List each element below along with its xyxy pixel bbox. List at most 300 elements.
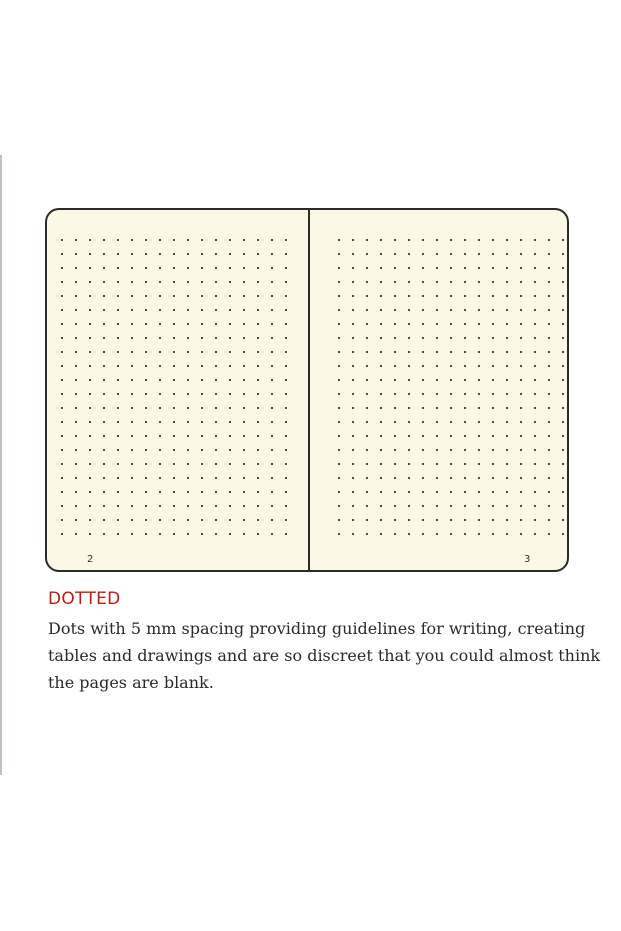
grid-dot xyxy=(187,491,189,493)
grid-dot xyxy=(394,449,396,451)
grid-dot xyxy=(285,449,287,451)
grid-dot xyxy=(506,323,508,325)
grid-dot xyxy=(352,253,354,255)
right-dot-grid xyxy=(310,210,567,570)
grid-dot xyxy=(271,309,273,311)
grid-dot xyxy=(187,421,189,423)
grid-dot xyxy=(394,491,396,493)
grid-dot xyxy=(492,365,494,367)
grid-dot xyxy=(562,337,564,339)
grid-dot xyxy=(243,393,245,395)
grid-dot xyxy=(131,421,133,423)
grid-dot xyxy=(271,337,273,339)
grid-dot xyxy=(520,309,522,311)
grid-dot xyxy=(380,351,382,353)
grid-dot xyxy=(548,239,550,241)
left-page xyxy=(47,210,308,570)
grid-dot xyxy=(506,253,508,255)
grid-dot xyxy=(436,505,438,507)
caption-description: Dots with 5 mm spacing providing guidelines for writing, creating tables and drawings and are so discreet that you could almost think the pages are blank. xyxy=(48,619,601,692)
grid-dot xyxy=(492,267,494,269)
grid-dot xyxy=(534,253,536,255)
grid-dot xyxy=(422,435,424,437)
grid-dot xyxy=(285,477,287,479)
grid-dot xyxy=(352,505,354,507)
grid-dot xyxy=(408,253,410,255)
grid-dot xyxy=(548,505,550,507)
grid-dot xyxy=(464,295,466,297)
grid-dot xyxy=(201,449,203,451)
grid-dot xyxy=(408,351,410,353)
grid-dot xyxy=(243,379,245,381)
grid-dot xyxy=(75,463,77,465)
grid-dot xyxy=(285,253,287,255)
grid-dot xyxy=(201,337,203,339)
grid-dot xyxy=(61,267,63,269)
grid-dot xyxy=(436,267,438,269)
grid-dot xyxy=(61,519,63,521)
grid-dot xyxy=(380,533,382,535)
grid-dot xyxy=(271,463,273,465)
grid-dot xyxy=(506,477,508,479)
grid-dot xyxy=(117,393,119,395)
grid-dot xyxy=(366,281,368,283)
grid-dot xyxy=(61,533,63,535)
grid-dot xyxy=(271,449,273,451)
grid-dot xyxy=(229,407,231,409)
grid-dot xyxy=(75,435,77,437)
grid-dot xyxy=(229,435,231,437)
grid-dot xyxy=(271,239,273,241)
grid-dot xyxy=(338,533,340,535)
grid-dot xyxy=(422,505,424,507)
grid-dot xyxy=(257,323,259,325)
grid-dot xyxy=(103,533,105,535)
grid-dot xyxy=(436,491,438,493)
grid-dot xyxy=(380,365,382,367)
grid-dot xyxy=(229,337,231,339)
grid-dot xyxy=(450,519,452,521)
grid-dot xyxy=(464,337,466,339)
grid-dot xyxy=(366,351,368,353)
grid-dot xyxy=(201,463,203,465)
grid-dot xyxy=(89,533,91,535)
grid-dot xyxy=(506,421,508,423)
grid-dot xyxy=(492,421,494,423)
grid-dot xyxy=(173,267,175,269)
grid-dot xyxy=(436,351,438,353)
grid-dot xyxy=(131,295,133,297)
grid-dot xyxy=(173,505,175,507)
grid-dot xyxy=(534,281,536,283)
grid-dot xyxy=(562,281,564,283)
grid-dot xyxy=(187,463,189,465)
grid-dot xyxy=(548,519,550,521)
grid-dot xyxy=(450,477,452,479)
grid-dot xyxy=(117,239,119,241)
grid-dot xyxy=(408,281,410,283)
grid-dot xyxy=(394,435,396,437)
grid-dot xyxy=(436,295,438,297)
grid-dot xyxy=(408,323,410,325)
grid-dot xyxy=(131,533,133,535)
grid-dot xyxy=(408,421,410,423)
grid-dot xyxy=(61,449,63,451)
grid-dot xyxy=(422,267,424,269)
grid-dot xyxy=(173,281,175,283)
grid-dot xyxy=(562,239,564,241)
grid-dot xyxy=(173,491,175,493)
grid-dot xyxy=(562,477,564,479)
grid-dot xyxy=(215,267,217,269)
grid-dot xyxy=(422,337,424,339)
grid-dot xyxy=(408,435,410,437)
grid-dot xyxy=(506,365,508,367)
grid-dot xyxy=(215,463,217,465)
grid-dot xyxy=(215,365,217,367)
grid-dot xyxy=(548,309,550,311)
grid-dot xyxy=(117,281,119,283)
grid-dot xyxy=(243,253,245,255)
grid-dot xyxy=(506,267,508,269)
grid-dot xyxy=(338,449,340,451)
grid-dot xyxy=(285,463,287,465)
grid-dot xyxy=(548,421,550,423)
grid-dot xyxy=(492,253,494,255)
grid-dot xyxy=(257,337,259,339)
grid-dot xyxy=(534,505,536,507)
grid-dot xyxy=(394,337,396,339)
grid-dot xyxy=(338,309,340,311)
grid-dot xyxy=(61,295,63,297)
grid-dot xyxy=(145,449,147,451)
grid-dot xyxy=(145,239,147,241)
grid-dot xyxy=(436,393,438,395)
grid-dot xyxy=(352,533,354,535)
grid-dot xyxy=(173,533,175,535)
grid-dot xyxy=(450,407,452,409)
grid-dot xyxy=(173,379,175,381)
grid-dot xyxy=(285,505,287,507)
grid-dot xyxy=(562,491,564,493)
grid-dot xyxy=(352,519,354,521)
grid-dot xyxy=(187,365,189,367)
grid-dot xyxy=(366,491,368,493)
grid-dot xyxy=(117,491,119,493)
grid-dot xyxy=(422,463,424,465)
grid-dot xyxy=(506,449,508,451)
grid-dot xyxy=(478,351,480,353)
grid-dot xyxy=(380,323,382,325)
grid-dot xyxy=(103,281,105,283)
grid-dot xyxy=(117,533,119,535)
grid-dot xyxy=(173,253,175,255)
grid-dot xyxy=(366,449,368,451)
grid-dot xyxy=(352,449,354,451)
grid-dot xyxy=(257,267,259,269)
grid-dot xyxy=(548,449,550,451)
grid-dot xyxy=(145,519,147,521)
grid-dot xyxy=(75,337,77,339)
grid-dot xyxy=(534,295,536,297)
grid-dot xyxy=(436,281,438,283)
grid-dot xyxy=(257,407,259,409)
grid-dot xyxy=(562,351,564,353)
grid-dot xyxy=(436,365,438,367)
grid-dot xyxy=(380,505,382,507)
grid-dot xyxy=(285,365,287,367)
grid-dot xyxy=(89,253,91,255)
grid-dot xyxy=(366,239,368,241)
grid-dot xyxy=(285,309,287,311)
grid-dot xyxy=(506,435,508,437)
grid-dot xyxy=(187,477,189,479)
grid-dot xyxy=(352,463,354,465)
grid-dot xyxy=(173,519,175,521)
grid-dot xyxy=(75,281,77,283)
grid-dot xyxy=(450,323,452,325)
grid-dot xyxy=(173,295,175,297)
grid-dot xyxy=(257,351,259,353)
grid-dot xyxy=(464,379,466,381)
grid-dot xyxy=(478,295,480,297)
grid-dot xyxy=(366,407,368,409)
grid-dot xyxy=(187,309,189,311)
grid-dot xyxy=(187,505,189,507)
grid-dot xyxy=(159,449,161,451)
grid-dot xyxy=(229,379,231,381)
grid-dot xyxy=(201,253,203,255)
grid-dot xyxy=(229,239,231,241)
grid-dot xyxy=(159,253,161,255)
grid-dot xyxy=(201,281,203,283)
grid-dot xyxy=(243,421,245,423)
grid-dot xyxy=(548,407,550,409)
grid-dot xyxy=(366,253,368,255)
right-page xyxy=(310,210,567,570)
grid-dot xyxy=(366,505,368,507)
grid-dot xyxy=(352,337,354,339)
grid-dot xyxy=(229,505,231,507)
grid-dot xyxy=(285,379,287,381)
grid-dot xyxy=(338,407,340,409)
grid-dot xyxy=(215,309,217,311)
grid-dot xyxy=(131,365,133,367)
grid-dot xyxy=(285,519,287,521)
grid-dot xyxy=(103,379,105,381)
grid-dot xyxy=(520,267,522,269)
grid-dot xyxy=(506,505,508,507)
grid-dot xyxy=(422,519,424,521)
grid-dot xyxy=(450,435,452,437)
grid-dot xyxy=(131,519,133,521)
grid-dot xyxy=(117,295,119,297)
grid-dot xyxy=(173,239,175,241)
grid-dot xyxy=(562,407,564,409)
grid-dot xyxy=(366,435,368,437)
grid-dot xyxy=(201,421,203,423)
grid-dot xyxy=(562,463,564,465)
grid-dot xyxy=(201,379,203,381)
grid-dot xyxy=(285,267,287,269)
grid-dot xyxy=(187,407,189,409)
grid-dot xyxy=(187,435,189,437)
grid-dot xyxy=(380,519,382,521)
grid-dot xyxy=(159,491,161,493)
grid-dot xyxy=(201,365,203,367)
grid-dot xyxy=(450,253,452,255)
grid-dot xyxy=(159,519,161,521)
grid-dot xyxy=(131,449,133,451)
grid-dot xyxy=(394,281,396,283)
grid-dot xyxy=(285,281,287,283)
grid-dot xyxy=(492,239,494,241)
grid-dot xyxy=(75,379,77,381)
grid-dot xyxy=(201,505,203,507)
grid-dot xyxy=(75,323,77,325)
grid-dot xyxy=(338,337,340,339)
grid-dot xyxy=(173,435,175,437)
grid-dot xyxy=(506,309,508,311)
grid-dot xyxy=(520,253,522,255)
grid-dot xyxy=(75,267,77,269)
grid-dot xyxy=(380,407,382,409)
grid-dot xyxy=(338,351,340,353)
grid-dot xyxy=(520,463,522,465)
grid-dot xyxy=(422,281,424,283)
grid-dot xyxy=(450,309,452,311)
grid-dot xyxy=(131,435,133,437)
grid-dot xyxy=(229,393,231,395)
grid-dot xyxy=(173,421,175,423)
grid-dot xyxy=(408,477,410,479)
grid-dot xyxy=(520,337,522,339)
grid-dot xyxy=(534,323,536,325)
grid-dot xyxy=(173,351,175,353)
grid-dot xyxy=(145,393,147,395)
grid-dot xyxy=(131,267,133,269)
grid-dot xyxy=(394,295,396,297)
grid-dot xyxy=(478,337,480,339)
grid-dot xyxy=(394,309,396,311)
grid-dot xyxy=(450,421,452,423)
grid-dot xyxy=(478,407,480,409)
grid-dot xyxy=(548,351,550,353)
grid-dot xyxy=(271,379,273,381)
grid-dot xyxy=(338,267,340,269)
grid-dot xyxy=(548,365,550,367)
grid-dot xyxy=(450,505,452,507)
grid-dot xyxy=(271,407,273,409)
grid-dot xyxy=(215,519,217,521)
grid-dot xyxy=(173,449,175,451)
grid-dot xyxy=(271,253,273,255)
grid-dot xyxy=(534,519,536,521)
grid-dot xyxy=(159,421,161,423)
grid-dot xyxy=(145,421,147,423)
grid-dot xyxy=(380,435,382,437)
right-page-number: 3 xyxy=(524,554,531,565)
grid-dot xyxy=(520,379,522,381)
grid-dot xyxy=(366,267,368,269)
grid-dot xyxy=(464,477,466,479)
grid-dot xyxy=(506,393,508,395)
grid-dot xyxy=(492,295,494,297)
grid-dot xyxy=(75,477,77,479)
grid-dot xyxy=(450,351,452,353)
grid-dot xyxy=(492,393,494,395)
grid-dot xyxy=(520,477,522,479)
grid-dot xyxy=(478,365,480,367)
grid-dot xyxy=(215,407,217,409)
grid-dot xyxy=(562,365,564,367)
grid-dot xyxy=(492,519,494,521)
grid-dot xyxy=(215,421,217,423)
grid-dot xyxy=(534,533,536,535)
grid-dot xyxy=(562,505,564,507)
grid-dot xyxy=(450,267,452,269)
grid-dot xyxy=(478,519,480,521)
grid-dot xyxy=(352,295,354,297)
grid-dot xyxy=(103,435,105,437)
grid-dot xyxy=(520,239,522,241)
grid-dot xyxy=(285,351,287,353)
grid-dot xyxy=(366,365,368,367)
grid-dot xyxy=(436,323,438,325)
grid-dot xyxy=(366,309,368,311)
grid-dot xyxy=(436,519,438,521)
grid-dot xyxy=(464,491,466,493)
grid-dot xyxy=(380,421,382,423)
grid-dot xyxy=(131,239,133,241)
grid-dot xyxy=(506,337,508,339)
grid-dot xyxy=(506,295,508,297)
grid-dot xyxy=(394,323,396,325)
grid-dot xyxy=(271,393,273,395)
grid-dot xyxy=(229,491,231,493)
grid-dot xyxy=(243,519,245,521)
grid-dot xyxy=(534,393,536,395)
grid-dot xyxy=(103,393,105,395)
grid-dot xyxy=(271,421,273,423)
grid-dot xyxy=(201,435,203,437)
grid-dot xyxy=(271,505,273,507)
grid-dot xyxy=(338,491,340,493)
grid-dot xyxy=(338,365,340,367)
grid-dot xyxy=(492,463,494,465)
grid-dot xyxy=(271,267,273,269)
grid-dot xyxy=(478,505,480,507)
grid-dot xyxy=(187,239,189,241)
grid-dot xyxy=(145,309,147,311)
grid-dot xyxy=(408,379,410,381)
grid-dot xyxy=(75,239,77,241)
grid-dot xyxy=(103,421,105,423)
grid-dot xyxy=(159,281,161,283)
grid-dot xyxy=(450,393,452,395)
grid-dot xyxy=(338,477,340,479)
grid-dot xyxy=(117,407,119,409)
grid-dot xyxy=(534,407,536,409)
grid-dot xyxy=(422,253,424,255)
grid-dot xyxy=(145,365,147,367)
grid-dot xyxy=(548,533,550,535)
grid-dot xyxy=(201,477,203,479)
grid-dot xyxy=(520,393,522,395)
grid-dot xyxy=(75,365,77,367)
grid-dot xyxy=(229,267,231,269)
grid-dot xyxy=(243,351,245,353)
